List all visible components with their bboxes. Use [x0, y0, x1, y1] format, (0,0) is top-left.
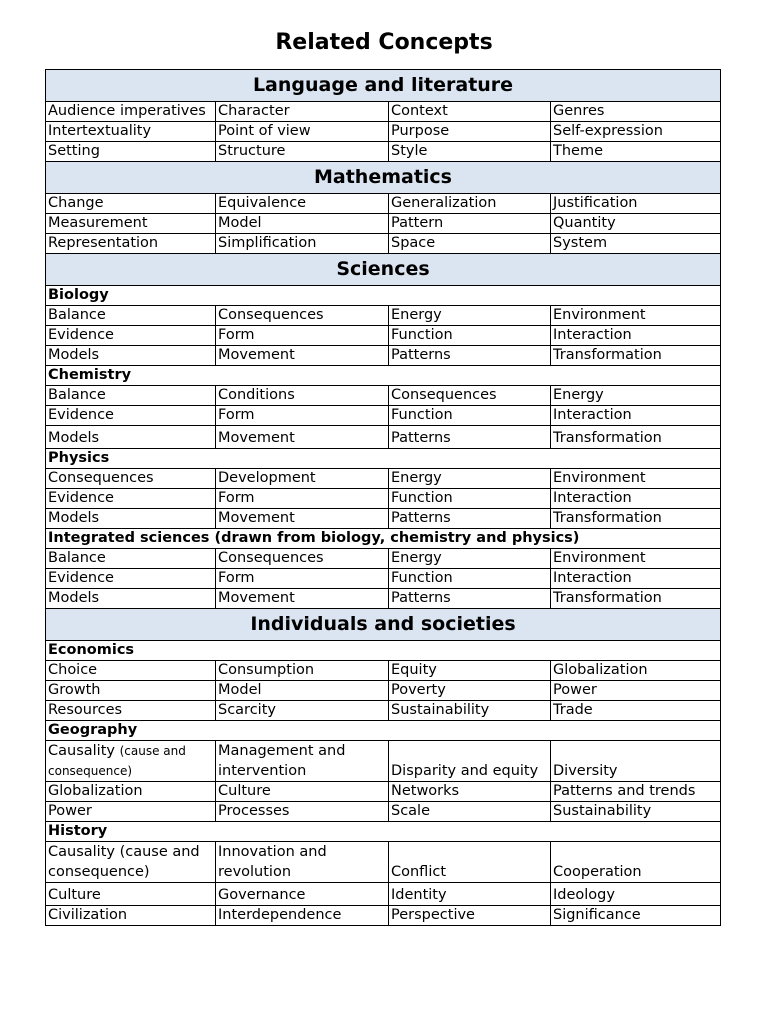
table-row — [46, 326, 721, 346]
subheading-row — [46, 286, 721, 306]
table-cell: Networks — [389, 782, 551, 802]
table-cell: Setting — [46, 142, 216, 162]
table-cell — [46, 842, 216, 883]
table-cell: Civilization — [46, 906, 216, 926]
table-cell: Balance — [46, 549, 216, 569]
table-cell: Simplification — [216, 234, 389, 254]
table-cell: Audience imperatives — [46, 102, 216, 122]
table-cell: Space — [389, 234, 551, 254]
cell-line: Management and — [218, 743, 346, 759]
table-row — [46, 681, 721, 701]
table-cell: Environment — [551, 306, 721, 326]
subheading-geography: Geography — [46, 721, 721, 741]
table-cell: Equity — [389, 661, 551, 681]
table-cell: Processes — [216, 802, 389, 822]
subheading-biology: Biology — [46, 286, 721, 306]
section-heading-row — [46, 70, 721, 102]
table-cell: Patterns — [389, 509, 551, 529]
causality-note: (cause and consequence) — [48, 744, 186, 778]
cell-line: revolution — [218, 864, 292, 880]
table-cell: Cooperation — [551, 842, 721, 883]
table-cell: Pattern — [389, 214, 551, 234]
table-cell: Energy — [389, 469, 551, 489]
table-cell: Genres — [551, 102, 721, 122]
table-cell: Growth — [46, 681, 216, 701]
table-row — [46, 306, 721, 326]
table-row — [46, 701, 721, 721]
page-title: Related Concepts — [275, 30, 493, 55]
table-cell: Theme — [551, 142, 721, 162]
table-cell: Measurement — [46, 214, 216, 234]
table-cell: Representation — [46, 234, 216, 254]
related-concepts-table — [45, 69, 721, 926]
table-cell: Transformation — [551, 346, 721, 366]
table-cell: Context — [389, 102, 551, 122]
table-cell: Form — [216, 569, 389, 589]
table-row — [46, 842, 721, 883]
table-cell: Transformation — [551, 509, 721, 529]
table-cell: Justification — [551, 194, 721, 214]
table-cell: Ideology — [551, 883, 721, 906]
table-cell: Culture — [216, 782, 389, 802]
cell-line: consequence) — [48, 864, 150, 880]
table-cell: Power — [46, 802, 216, 822]
table-cell: Model — [216, 681, 389, 701]
table-row — [46, 406, 721, 426]
table-row — [46, 906, 721, 926]
table-cell: Form — [216, 326, 389, 346]
table-cell: Change — [46, 194, 216, 214]
table-cell — [216, 741, 389, 782]
table-cell: Generalization — [389, 194, 551, 214]
subheading-row — [46, 449, 721, 469]
table-cell: Transformation — [551, 426, 721, 449]
table-row — [46, 589, 721, 609]
section-heading-row — [46, 254, 721, 286]
table-cell: Patterns — [389, 346, 551, 366]
table-cell: Transformation — [551, 589, 721, 609]
table-cell: Evidence — [46, 489, 216, 509]
table-cell: Perspective — [389, 906, 551, 926]
table-cell: Consequences — [216, 306, 389, 326]
table-row — [46, 426, 721, 449]
table-cell: Significance — [551, 906, 721, 926]
table-cell: Model — [216, 214, 389, 234]
table-row — [46, 489, 721, 509]
subheading-integrated-sciences: Integrated sciences (drawn from biology, chemistry and physics) — [46, 529, 721, 549]
subheading-economics: Economics — [46, 641, 721, 661]
table-cell: Interaction — [551, 406, 721, 426]
subheading-row — [46, 822, 721, 842]
table-cell: Globalization — [551, 661, 721, 681]
table-cell: Environment — [551, 549, 721, 569]
subheading-history: History — [46, 822, 721, 842]
table-cell: Models — [46, 589, 216, 609]
table-row — [46, 802, 721, 822]
table-cell: Self-expression — [551, 122, 721, 142]
table-cell: Function — [389, 326, 551, 346]
section-heading-mathematics: Mathematics — [46, 162, 721, 194]
table-cell: Models — [46, 426, 216, 449]
subheading-row — [46, 529, 721, 549]
subheading-physics: Physics — [46, 449, 721, 469]
table-cell: Disparity and equity — [389, 741, 551, 782]
cell-line: intervention — [218, 763, 307, 779]
table-cell: Patterns — [389, 589, 551, 609]
table-cell: Energy — [389, 549, 551, 569]
table-cell: Movement — [216, 346, 389, 366]
subheading-row — [46, 366, 721, 386]
table-row — [46, 346, 721, 366]
subheading-row — [46, 641, 721, 661]
table-cell: Patterns — [389, 426, 551, 449]
cell-line: Innovation and — [218, 844, 327, 860]
table-cell: Interaction — [551, 569, 721, 589]
table-cell: Models — [46, 346, 216, 366]
table-cell: Structure — [216, 142, 389, 162]
table-cell: Evidence — [46, 406, 216, 426]
section-heading-sciences: Sciences — [46, 254, 721, 286]
table-row — [46, 883, 721, 906]
table-cell: Identity — [389, 883, 551, 906]
table-cell — [46, 741, 216, 782]
table-row — [46, 122, 721, 142]
table-row — [46, 214, 721, 234]
table-cell: Form — [216, 406, 389, 426]
table-row — [46, 509, 721, 529]
table-cell: Movement — [216, 509, 389, 529]
table-cell: Intertextuality — [46, 122, 216, 142]
table-cell: Patterns and trends — [551, 782, 721, 802]
table-cell: Point of view — [216, 122, 389, 142]
table-cell: Development — [216, 469, 389, 489]
table-cell: Trade — [551, 701, 721, 721]
table-cell: Poverty — [389, 681, 551, 701]
table-cell: Energy — [551, 386, 721, 406]
section-heading-individuals-societies: Individuals and societies — [46, 609, 721, 641]
table-cell: Interdependence — [216, 906, 389, 926]
subheading-row — [46, 721, 721, 741]
table-cell: Consequences — [389, 386, 551, 406]
table-cell: Quantity — [551, 214, 721, 234]
section-heading-row — [46, 609, 721, 641]
table-cell: Purpose — [389, 122, 551, 142]
table-row — [46, 386, 721, 406]
table-cell: Consequences — [216, 549, 389, 569]
causality-label: Causality — [48, 743, 115, 759]
table-cell: Movement — [216, 589, 389, 609]
table-cell: Evidence — [46, 569, 216, 589]
table-cell: Consumption — [216, 661, 389, 681]
table-cell: Culture — [46, 883, 216, 906]
table-cell: Balance — [46, 306, 216, 326]
table-cell: Style — [389, 142, 551, 162]
table-row — [46, 549, 721, 569]
table-cell: Globalization — [46, 782, 216, 802]
table-cell: Choice — [46, 661, 216, 681]
table-row — [46, 469, 721, 489]
table-row — [46, 569, 721, 589]
table-cell: Scarcity — [216, 701, 389, 721]
table-cell: Environment — [551, 469, 721, 489]
table-cell: Equivalence — [216, 194, 389, 214]
table-row — [46, 142, 721, 162]
cell-line: Causality (cause and — [48, 844, 200, 860]
table-cell: Interaction — [551, 326, 721, 346]
table-cell: System — [551, 234, 721, 254]
table-cell: Conditions — [216, 386, 389, 406]
table-row — [46, 661, 721, 681]
table-cell: Governance — [216, 883, 389, 906]
table-cell: Resources — [46, 701, 216, 721]
table-cell: Power — [551, 681, 721, 701]
section-heading-language-literature: Language and literature — [46, 70, 721, 102]
table-cell: Movement — [216, 426, 389, 449]
table-row — [46, 194, 721, 214]
table-cell: Function — [389, 406, 551, 426]
table-cell: Character — [216, 102, 389, 122]
table-cell: Sustainability — [551, 802, 721, 822]
table-cell: Form — [216, 489, 389, 509]
table-cell: Balance — [46, 386, 216, 406]
table-cell: Models — [46, 509, 216, 529]
table-cell: Consequences — [46, 469, 216, 489]
table-cell — [216, 842, 389, 883]
table-row — [46, 782, 721, 802]
table-row — [46, 102, 721, 122]
section-heading-row — [46, 162, 721, 194]
table-cell: Conflict — [389, 842, 551, 883]
table-cell: Evidence — [46, 326, 216, 346]
table-cell: Function — [389, 569, 551, 589]
table-cell: Interaction — [551, 489, 721, 509]
table-row — [46, 234, 721, 254]
table-cell: Function — [389, 489, 551, 509]
subheading-chemistry: Chemistry — [46, 366, 721, 386]
table-row — [46, 741, 721, 782]
table-cell: Diversity — [551, 741, 721, 782]
table-cell: Scale — [389, 802, 551, 822]
table-cell: Sustainability — [389, 701, 551, 721]
table-cell: Energy — [389, 306, 551, 326]
